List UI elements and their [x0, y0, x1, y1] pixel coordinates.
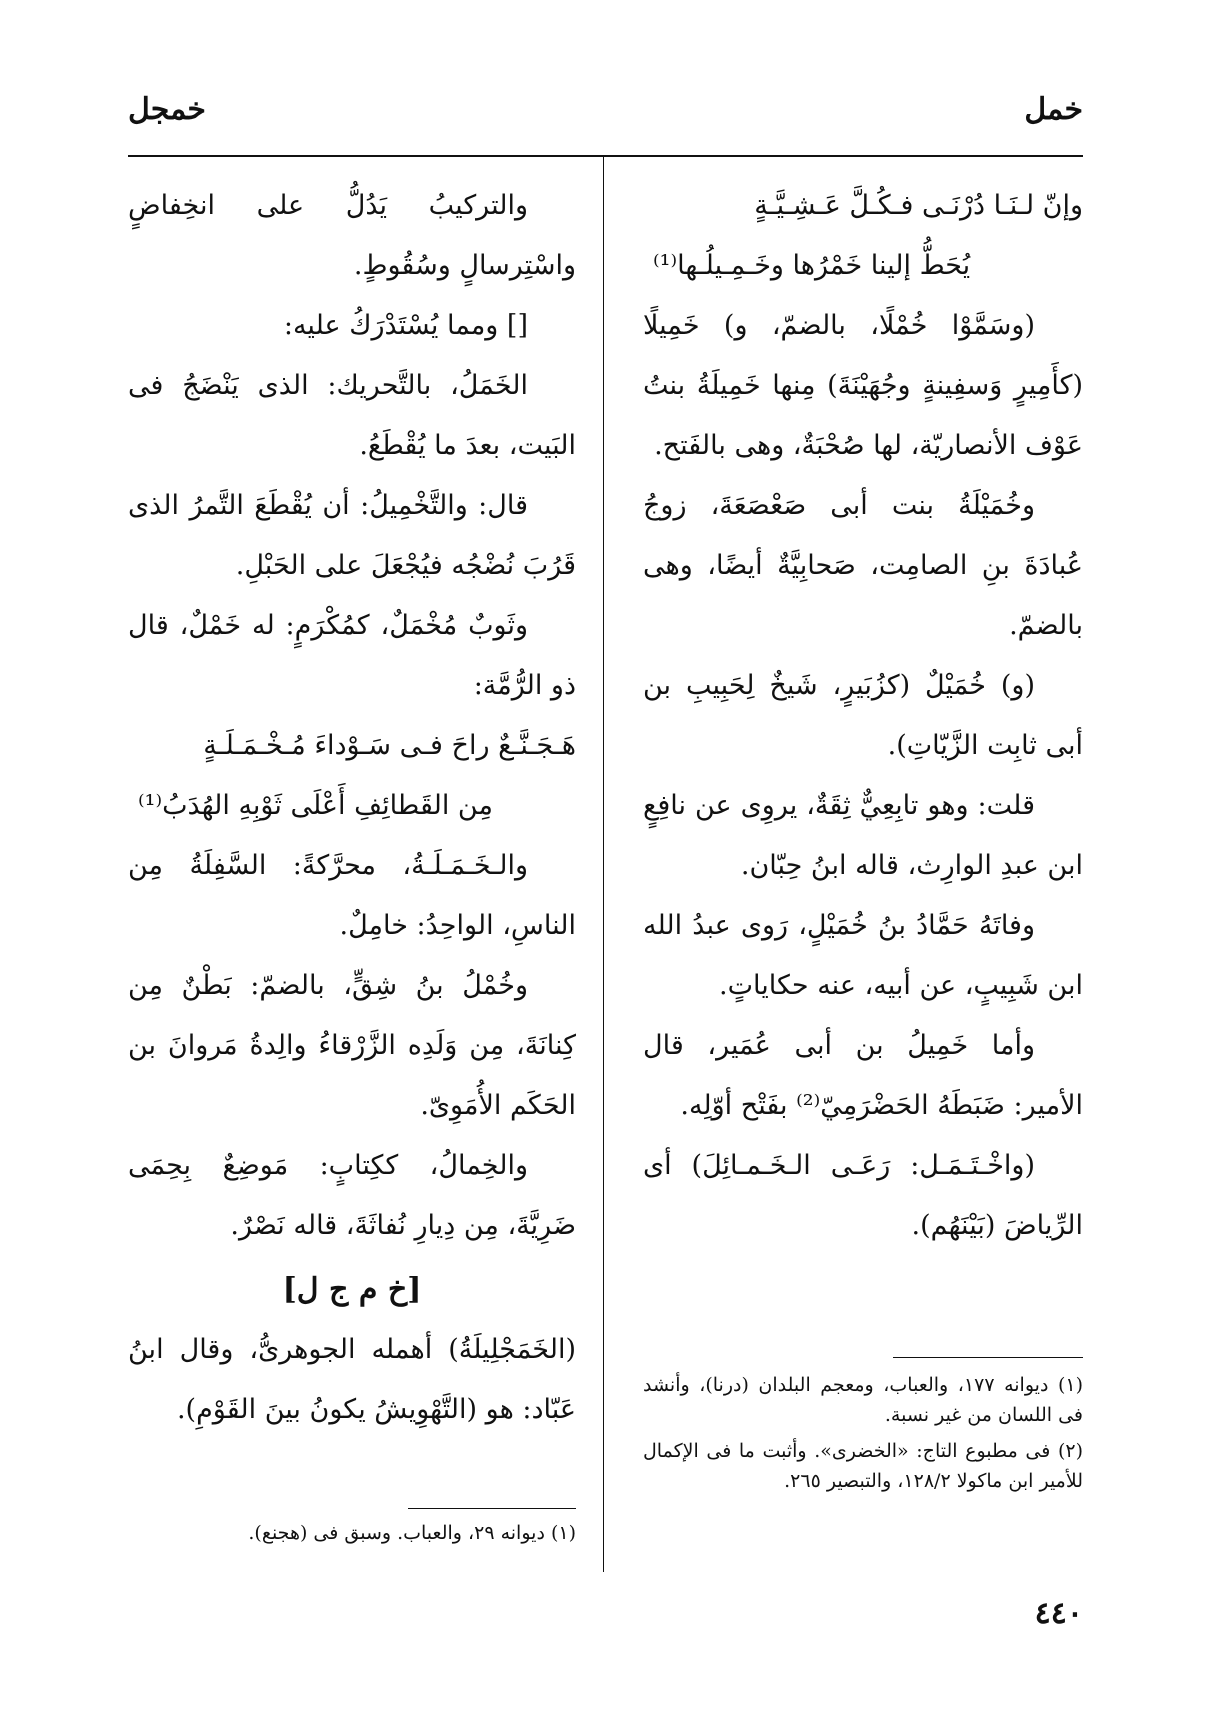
paragraph: وثَوبٌ مُخْمَلٌ، كمُكْرَمٍ: له خَمْلٌ، قال ذو الرُّمَّة:: [128, 610, 576, 701]
footnote-rule-left: [408, 1508, 576, 1509]
paragraph: والخِمالُ، ككِتابٍ: مَوضِعٌ بِحِمَى ضَرِيَّةَ، مِن دِيارِ نُفاثَةَ، قاله نَصْرٌ.: [128, 1150, 576, 1241]
entry-heading: [خ م ج ل]: [282, 1272, 422, 1307]
paragraph: (و) خُمَيْلٌ (كزُبَيرٍ، شَيخٌ لِحَبِيبِ بن أبى ثابِت الزَّيّاتِ).: [643, 670, 1083, 761]
footnote: (٢) فى مطبوع التاج: «الخضرى». وأثبت ما فى الإكمال للأمير ابن ماكولا ١٢٨/٢، والتبصير ٢٦٥.: [643, 1440, 1083, 1492]
verse-line: مِن القَطائِفِ أَعْلَى ثَوْبِهِ الهُدَبُ⁽¹⁾: [138, 790, 493, 821]
running-head-left: خمجل: [128, 92, 206, 127]
header-rule: [128, 155, 1083, 157]
running-head-right: خمل: [1024, 92, 1083, 127]
paragraph: وخُمْلُ بنُ شِقٍّ، بالضمّ: بَطْنٌ مِن كِنانَةَ، مِن وَلَدِه الزَّرْقاءُ والِدةُ مَروانَ بن الحَكَم الأُمَوِىّ.: [128, 970, 576, 1121]
page-number: ٤٤٠: [1034, 1596, 1083, 1631]
footnote: (١) ديوانه ١٧٧، والعباب، ومعجم البلدان (درنا)، وأنشد فى اللسان من غير نسبة.: [643, 1374, 1084, 1426]
paragraph: قلت: وهو تابِعِيٌّ ثِقَةٌ، يروِى عن نافِعٍ ابن عبدِ الوارِث، قاله ابنُ حِبّان.: [643, 790, 1083, 881]
footnote: (١) ديوانه ٢٩، والعباب. وسبق فى (هجنع).: [248, 1522, 576, 1544]
footnotes-left: [128, 1518, 576, 1554]
verse-line: يُحَطُّ إلينا خَمْرُها وخَـمِـيلُـها⁽¹⁾: [653, 250, 971, 281]
paragraph: الخَمَلُ، بالتَّحريك: الذى يَنْضَجُ فى البَيت، بعدَ ما يُقْطَعُ.: [128, 370, 576, 461]
paragraph: والتركيبُ يَدُلُّ على انخِفاضٍ واسْتِرسالٍ وسُقُوطٍ.: [128, 190, 576, 281]
paragraph: (واخْـتَـمَـل: رَعَـى الـخَـمـائِلَ) أى الرِّياضَ (بَيْنَهُم).: [643, 1150, 1083, 1241]
paragraph: وفاتَهُ حَمَّادُ بنُ خُمَيْلٍ، رَوى عبدُ الله ابن شَبِيبٍ، عن أبيه، عنه حكاياتٍ.: [643, 910, 1083, 1001]
paragraph: قال: والتَّخْمِيلُ: أن يُقْطَعَ التَّمرُ الذى قَرُبَ نُضْجُه فيُجْعَلَ على الحَبْلِ.: [128, 490, 576, 581]
right-column: [643, 176, 1083, 1256]
paragraph: وخُمَيْلَةُ بنت أبى صَعْصَعَةَ، زوجُ عُبادَةَ بنِ الصامِت، صَحابِيَّةٌ أيضًا، وهى بالضمّ.: [643, 490, 1083, 641]
paragraph: (الخَمَجْلِيلَةُ) أهمله الجوهرىُّ، وقال ابنُ عَبّاد: هو (التَّهْوِيشُ يكونُ بينَ القَوْمِ).: [128, 1334, 576, 1425]
paragraph: والـخَـمَـلَـةُ، محرَّكةً: السَّفِلَةُ مِن الناسِ، الواحِدُ: خامِلٌ.: [128, 850, 576, 941]
footnotes-right: [643, 1370, 1083, 1502]
left-column: [128, 176, 576, 1440]
column-divider: [603, 157, 604, 1572]
paragraph: (وسَمَّوْا خُمْلًا، بالضمّ، و) خَمِيلًا (كأَمِيرٍ وَسفِينةٍ وجُهَيْنَةَ) مِنها خَمِيلَةُ بنتُ عَوْف الأنصاريّة، لها صُحْبَةٌ، وهى بالفَتح.: [643, 310, 1083, 461]
footnote-rule-right: [893, 1357, 1083, 1358]
verse-line: هَـجَـنَّـعٌ راحَ فـى سَـوْداءَ مُـخْـمَـلَـةٍ: [203, 730, 576, 761]
paragraph: وأما خَمِيلُ بن أبى عُمَير، قال الأمير: ضَبَطَهُ الحَضْرَمِيّ⁽²⁾ بفَتْح أوّلِه.: [643, 1030, 1083, 1121]
verse-line: وإنّ لـنَـا دُرْنَـى فـكُـلَّ عَـشِـيَّـةٍ: [754, 190, 1083, 221]
paragraph: [] ومما يُسْتَدْرَكُ عليه:: [283, 310, 528, 341]
